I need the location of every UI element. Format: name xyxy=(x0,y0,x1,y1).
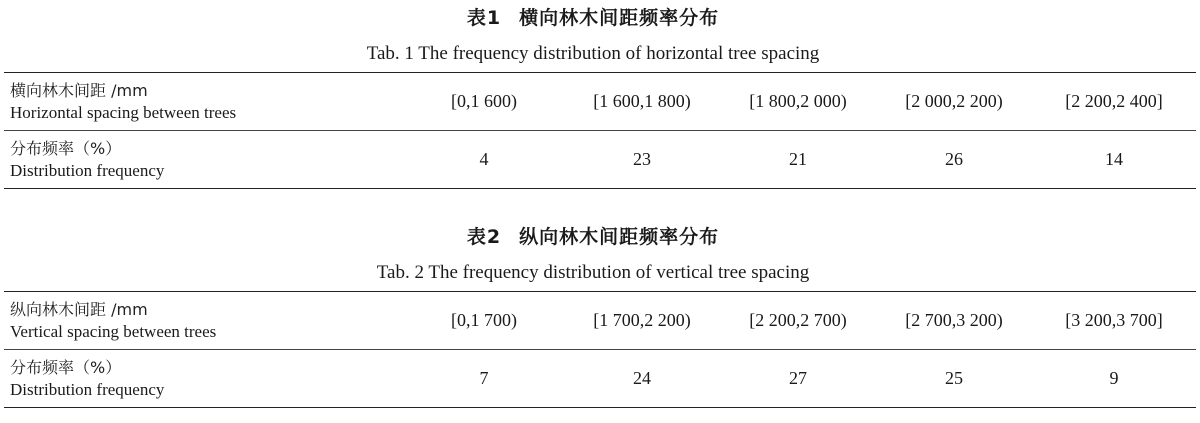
table-1-frequency-cell: 26 xyxy=(945,149,963,169)
table-1-interval-cell: [1 800,2 000) xyxy=(749,91,847,111)
table-2-interval-label-zh: 纵向林木间距 /mm xyxy=(10,299,148,319)
table-2-frequency-cell: 25 xyxy=(945,368,963,388)
table-2-interval-label-en: Vertical spacing between trees xyxy=(10,321,217,341)
table-2-interval-cell: [2 200,2 700) xyxy=(749,310,847,330)
table-2-caption-en: Tab. 2 The frequency distribution of vertical tree spacing xyxy=(376,262,810,283)
table-2-interval-cell: [1 700,2 200) xyxy=(593,310,691,330)
table-2-frequency-cell: 7 xyxy=(479,368,489,388)
table-2-grid xyxy=(4,291,1196,408)
table-1-frequency-cell: 14 xyxy=(1105,149,1123,169)
table-1-frequency-cell: 23 xyxy=(633,149,651,169)
table-2-interval-cell: [0,1 700) xyxy=(451,310,517,330)
table-1-title-zh: 横向林木间距频率分布 xyxy=(519,7,720,29)
table-1-frequency-cell: 4 xyxy=(479,149,489,169)
table-2-frequency-header xyxy=(4,350,404,408)
table-2-frequency-label-en: Distribution frequency xyxy=(10,379,165,399)
table-2-frequency-label-zh: 分布频率（%） xyxy=(10,357,122,377)
table-1 xyxy=(0,0,1186,189)
table-1-interval-header xyxy=(4,73,404,131)
table-1-interval-cell: [2 200,2 400] xyxy=(1065,91,1163,111)
table-2-caption-zh xyxy=(0,219,1186,255)
table-1-interval-row xyxy=(4,73,1196,131)
table-2-interval-row xyxy=(4,292,1196,350)
table-1-frequency-header xyxy=(4,131,404,189)
table-1-interval-label-en: Horizontal spacing between trees xyxy=(10,102,237,122)
table-2-frequency-row xyxy=(4,350,1196,408)
table-1-caption-en: Tab. 1 The frequency distribution of horizontal tree spacing xyxy=(366,43,820,64)
table-1-interval-cell: [0,1 600) xyxy=(451,91,517,111)
table-1-interval-label-zh: 横向林木间距 /mm xyxy=(10,80,148,100)
table-1-caption-zh xyxy=(0,0,1186,36)
table-2-interval-cell: [2 700,3 200) xyxy=(905,310,1003,330)
table-1-frequency-label-en: Distribution frequency xyxy=(10,160,165,180)
table-1-frequency-cell: 21 xyxy=(789,149,807,169)
table-2-title-zh: 纵向林木间距频率分布 xyxy=(519,226,720,248)
table-1-frequency-label-zh: 分布频率（%） xyxy=(10,138,122,158)
table-2-number: 表2 xyxy=(466,226,502,248)
table-2-frequency-cell: 24 xyxy=(633,368,651,388)
table-1-interval-cell: [1 600,1 800) xyxy=(593,91,691,111)
table-1-number: 表1 xyxy=(466,7,502,29)
table-1-frequency-row xyxy=(4,131,1196,189)
table-2-interval-cell: [3 200,3 700] xyxy=(1065,310,1163,330)
table-2-frequency-cell: 27 xyxy=(789,368,807,388)
table-1-grid xyxy=(4,72,1196,189)
table-2-interval-header xyxy=(4,292,404,350)
table-2 xyxy=(0,219,1186,408)
table-2-frequency-cell: 9 xyxy=(1109,368,1119,388)
table-1-interval-cell: [2 000,2 200) xyxy=(905,91,1003,111)
